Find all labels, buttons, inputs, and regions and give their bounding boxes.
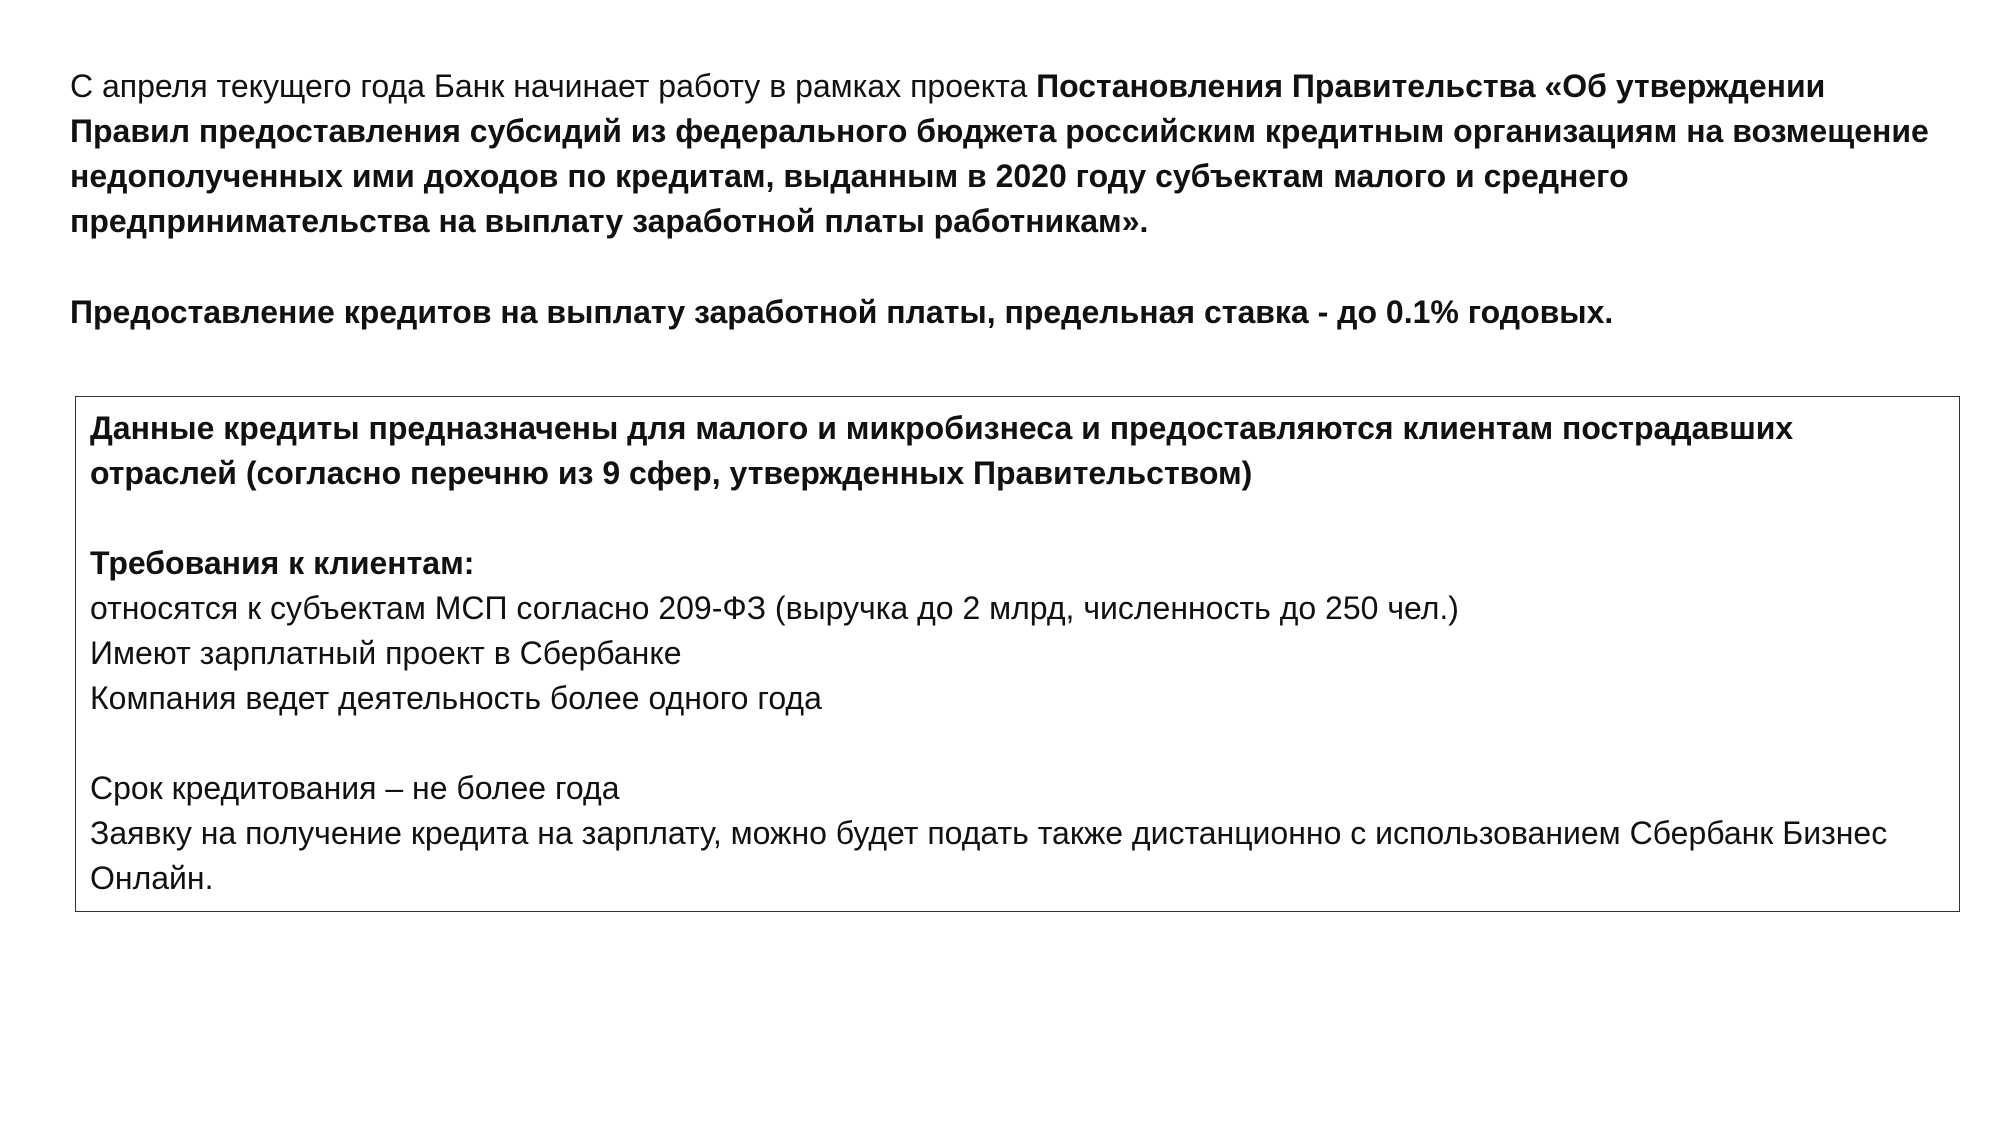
application-note: Заявку на получение кредита на зарплату, можно будет подать также дистанционно с использованием Сбербанк Бизнес Онлайн. bbox=[90, 815, 1888, 896]
requirement-item: Имеют зарплатный проект в Сбербанке bbox=[90, 635, 682, 671]
spacer bbox=[90, 721, 1945, 766]
intro-paragraph bbox=[70, 64, 1950, 244]
intro-decree-title: Постановления Правительства «Об утверждении Правил предоставления субсидий из федерального бюджета российским кредитным организациям на возмещение недополученных ими доходов по кредитам, выданным в 2020 году субъектам малого и среднего предпринимательства на выплату заработной платы работникам». bbox=[70, 68, 1929, 239]
purpose-text: Данные кредиты предназначены для малого и микробизнеса и предоставляются клиентам пострадавших отраслей (согласно перечню из 9 сфер, утвержденных Правительством) bbox=[90, 410, 1794, 491]
info-box bbox=[75, 396, 1960, 912]
requirements-heading: Требования к клиентам: bbox=[90, 545, 475, 581]
intro-lead-text: С апреля текущего года Банк начинает работу в рамках проекта bbox=[70, 68, 1037, 104]
spacer bbox=[90, 496, 1945, 541]
requirement-item: относятся к субъектам МСП согласно 209-ФЗ (выручка до 2 млрд, численность до 250 чел.) bbox=[90, 590, 1459, 626]
rate-statement: Предоставление кредитов на выплату заработной платы, предельная ставка - до 0.1% годовых. bbox=[70, 294, 1614, 330]
requirement-item: Компания ведет деятельность более одного года bbox=[90, 680, 822, 716]
term-text: Срок кредитования – не более года bbox=[90, 770, 620, 806]
